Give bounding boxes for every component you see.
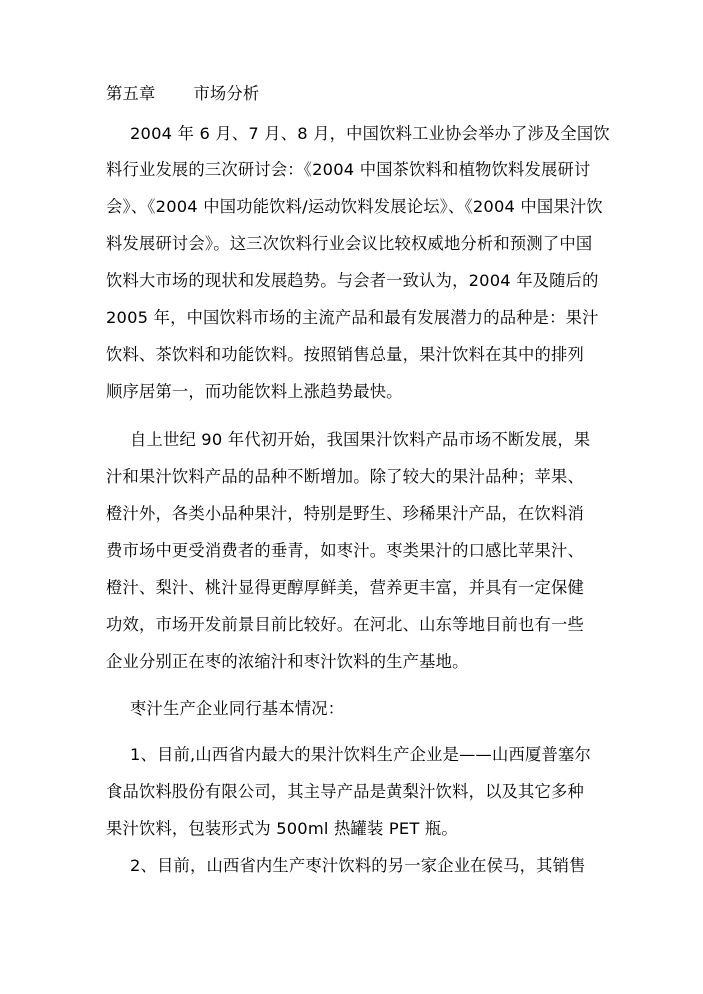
paragraph-line: 功效，市场开发前景目前比较好。在河北、山东等地目前也有一些 (106, 615, 584, 634)
paragraph-line: 料发展研讨会》。这三次饮料行业会议比较权威地分析和预测了中国 (106, 234, 593, 253)
paragraph-line: 顺序居第一，而功能饮料上涨趋势最快。 (106, 382, 403, 401)
paragraph-line: 果汁饮料，包装形式为 500ml 热罐装 PET 瓶。 (106, 819, 458, 838)
paragraph-line: 1、目前,山西省内最大的果汁饮料生产企业是——山西厦普塞尔 (130, 745, 591, 764)
paragraph-line: 枣汁生产企业同行基本情况： (130, 699, 345, 718)
paragraph-line: 饮料大市场的现状和发展趋势。与会者一致认为，2004 年及随后的 (106, 271, 599, 290)
paragraph-line: 2004 年 6 月、7 月、8 月，中国饮料工业协会举办了涉及全国饮 (130, 124, 610, 143)
paragraph-line: 自上世纪 90 年代初开始，我国果汁饮料产品市场不断发展，果 (130, 430, 591, 449)
paragraph-line: 2005 年，中国饮料市场的主流产品和最有发展潜力的品种是：果汁 (106, 308, 599, 327)
paragraph-line: 费市场中更受消费者的垂青，如枣汁。枣类果汁的口感比苹果汁、 (106, 541, 584, 560)
chapter-label: 第五章 (106, 84, 156, 103)
paragraph-line: 饮料、茶饮料和功能饮料。按照销售总量，果汁饮料在其中的排列 (106, 345, 584, 364)
paragraph-line: 企业分别正在枣的浓缩汁和枣汁饮料的生产基地。 (106, 652, 469, 671)
chapter-title: 市场分析 (193, 84, 260, 103)
paragraph-line: 料行业发展的三次研讨会：《2004 中国茶饮料和植物饮料发展研讨 (106, 160, 591, 179)
paragraph-line: 会》、《2004 中国功能饮料/运动饮料发展论坛》、《2004 中国果汁饮 (106, 197, 603, 216)
paragraph-line: 2、目前，山西省内生产枣汁饮料的另一家企业在侯马，其销售 (130, 856, 586, 875)
chapter-heading (106, 84, 259, 104)
paragraph-line: 食品饮料股份有限公司，其主导产品是黄梨汁饮料，以及其它多种 (106, 782, 584, 801)
paragraph-line: 汁和果汁饮料产品的品种不断增加。除了较大的果汁品种；苹果、 (106, 467, 584, 486)
paragraph-line: 橙汁外，各类小品种果汁，特别是野生、珍稀果汁产品，在饮料消 (106, 504, 584, 523)
paragraph-line: 橙汁、梨汁、桃汁显得更醇厚鲜美，营养更丰富，并具有一定保健 (106, 578, 584, 597)
